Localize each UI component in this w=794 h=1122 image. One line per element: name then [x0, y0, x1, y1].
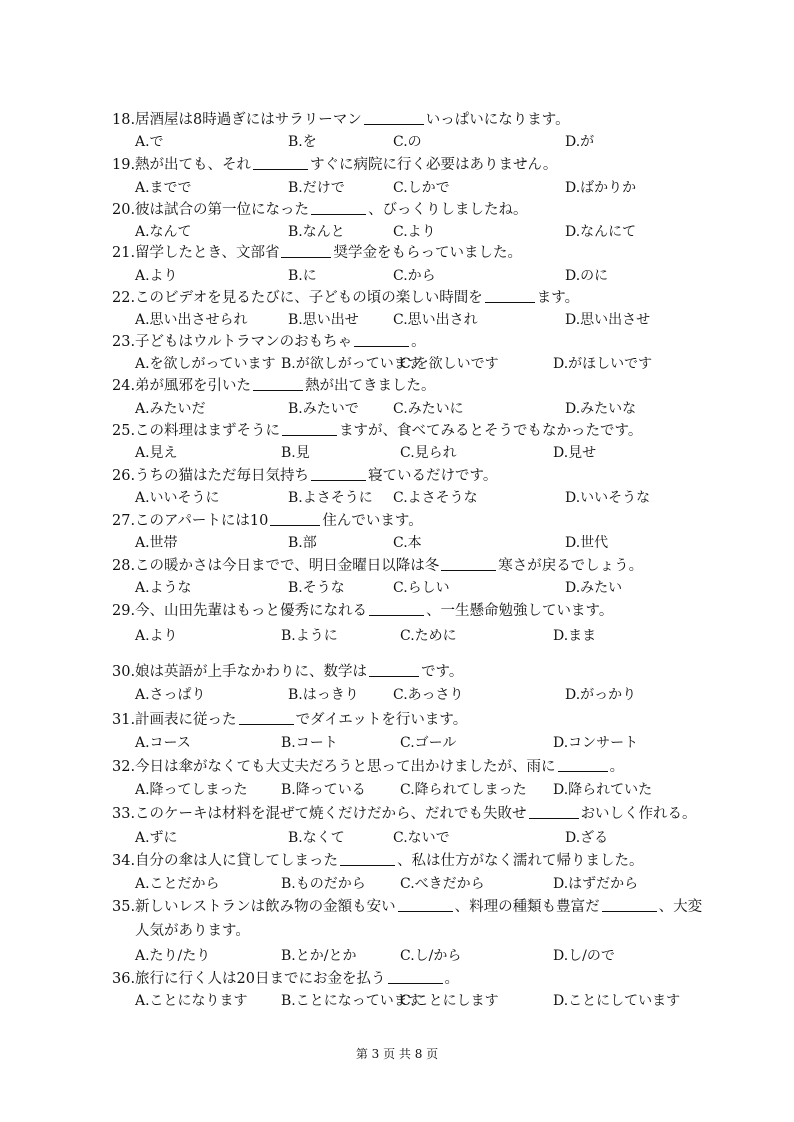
options-row: [135, 733, 755, 753]
options-row: [135, 132, 755, 152]
option-d: D.見せ: [553, 445, 597, 461]
answer-blank: [311, 200, 366, 215]
option-a: A.さっぱり: [135, 687, 206, 703]
question-27: [112, 511, 423, 531]
answer-blank: [485, 288, 535, 303]
question-text-after-blank: 寝ているだけです。: [368, 468, 498, 484]
option-b: B.ように: [281, 628, 338, 644]
option-c: C.よさそうな: [393, 490, 478, 506]
option-a: A.いいそうに: [135, 490, 220, 506]
answer-blank: [388, 969, 443, 984]
question-text-after-blank: 、私は仕方がなく濡れて帰りました。: [397, 853, 644, 869]
answer-blank: [340, 851, 395, 866]
option-a: A.で: [135, 134, 164, 150]
option-c: C.思い出され: [393, 312, 478, 328]
question-29: [112, 601, 613, 621]
option-b: B.なくて: [288, 830, 345, 846]
option-d: D.ざる: [565, 830, 609, 846]
question-34: [112, 851, 644, 871]
question-28: [112, 556, 643, 576]
answer-blank: [364, 110, 424, 125]
option-b: B.だけで: [288, 180, 345, 196]
option-c: C.し/から: [400, 948, 462, 964]
answer-blank: [311, 466, 366, 481]
answer-blank: [398, 897, 453, 912]
answer-blank: [558, 757, 608, 772]
option-d: D.みたいな: [565, 401, 637, 417]
option-d: D.がほしいです: [553, 356, 653, 372]
option-a: A.ような: [135, 580, 192, 596]
options-row: [135, 626, 755, 646]
answer-blank: [369, 662, 419, 677]
question-text-after-blank: ます。: [536, 290, 580, 306]
option-a: A.より: [135, 268, 178, 284]
question-text-after-blank: 。: [444, 971, 460, 987]
option-c: C.ことにします: [400, 993, 499, 1009]
option-b: B.よさそうに: [288, 490, 373, 506]
option-c: C.見られ: [400, 445, 457, 461]
option-c: C.本: [393, 535, 422, 551]
option-a: A.たり/たり: [135, 948, 211, 964]
option-d: D.まま: [553, 628, 597, 644]
answer-blank: [282, 421, 337, 436]
option-a: A.見え: [135, 445, 178, 461]
option-b: B.ものだから: [281, 876, 366, 892]
question-text-after-blank: 奨学金をもらっていました。: [333, 245, 522, 261]
option-d: D.コンサート: [553, 735, 639, 751]
option-a: A.ことになります: [135, 993, 248, 1009]
option-d: D.思い出させ: [565, 312, 651, 328]
question-text-after-blank: 熱が出てきました。: [305, 378, 436, 394]
options-row: [135, 828, 755, 848]
option-a: A.降ってしまった: [135, 782, 248, 798]
option-b: B.思い出せ: [288, 312, 359, 328]
question-text: 23.子どもはウルトラマンのおもちゃ: [112, 334, 353, 350]
question-text-after-blank: 、一生懸命勉強しています。: [426, 603, 614, 619]
option-d: D.ばかりか: [565, 180, 637, 196]
question-text: 34.自分の傘は人に貸してしまった: [112, 853, 339, 869]
options-row: [135, 946, 755, 966]
option-a: A.を欲しがっています: [135, 356, 276, 372]
option-b: B.ことになっています: [281, 993, 422, 1009]
answer-blank: [253, 155, 308, 170]
option-a: A.までで: [135, 180, 192, 196]
option-d: D.みたい: [565, 580, 623, 596]
options-row: [135, 685, 755, 705]
options-row: [135, 488, 755, 508]
options-row: [135, 533, 755, 553]
option-c: C.あっさり: [393, 687, 464, 703]
option-b: B.はっきり: [288, 687, 359, 703]
option-d: D.世代: [565, 535, 609, 551]
question-24: [112, 376, 436, 396]
answer-blank-2: [602, 897, 657, 912]
question-text: 22.このビデオを見るたびに、子どもの頃の楽しい時間を: [112, 290, 483, 306]
option-a: A.ことだから: [135, 876, 220, 892]
question-text: 21.留学したとき、文部省: [112, 245, 280, 261]
question-text: 18.居酒屋は8時過ぎにはサラリーマン: [112, 112, 362, 128]
option-c: C.ないで: [393, 830, 450, 846]
option-a: A.思い出させられ: [135, 312, 248, 328]
question-35: [112, 897, 702, 917]
answer-blank: [441, 556, 496, 571]
question-31: [112, 710, 467, 730]
question-text-after-blank: 寒さが戻るでしょう。: [498, 558, 644, 574]
options-row: [135, 222, 755, 242]
question-33: [112, 804, 697, 824]
question-text-after-blank: 。: [609, 759, 625, 775]
option-c: C.を欲しいです: [400, 356, 499, 372]
question-text: 27.このアパートには10: [112, 513, 269, 529]
question-text: 26.うちの猫はただ毎日気持ち: [112, 468, 310, 484]
option-c: C.から: [393, 268, 436, 284]
question-text: 36.旅行に行く人は20日までにお金を払う: [112, 971, 386, 987]
question-continuation: 人気があります。: [135, 923, 250, 939]
option-b: B.を: [288, 134, 317, 150]
question-30: [112, 662, 463, 682]
options-row: [135, 354, 755, 374]
question-22: [112, 288, 579, 308]
question-text-after-blank: すぐに病院に行く必要はありません。: [310, 157, 558, 173]
option-d: D.なんにて: [565, 224, 637, 240]
question-18: [112, 110, 570, 130]
question-text-after-blank: 。: [411, 334, 426, 350]
option-a: A.ずに: [135, 830, 178, 846]
options-row: [135, 874, 755, 894]
question-text: 33.このケーキは材料を混ぜて焼くだけだから、だれでも失敗せ: [112, 806, 527, 822]
options-row: [135, 578, 755, 598]
question-text-after-blank: 住んでいます。: [322, 513, 423, 529]
option-c: C.しかで: [393, 180, 450, 196]
option-b: B.降っている: [281, 782, 366, 798]
options-row: [135, 178, 755, 198]
option-d: D.降られていた: [553, 782, 653, 798]
question-20: [112, 200, 528, 220]
answer-blank: [369, 601, 424, 616]
option-b: B.コート: [281, 735, 338, 751]
question-text-after-blank: 、料理の種類も豊富だ: [454, 899, 600, 915]
answer-blank: [354, 332, 409, 347]
answer-blank: [239, 710, 294, 725]
option-a: A.世帯: [135, 535, 178, 551]
answer-blank: [253, 376, 303, 391]
question-26: [112, 466, 497, 486]
option-c: C.降られてしまった: [400, 782, 527, 798]
question-text: 25.この料理はまずそうに: [112, 423, 281, 439]
option-b: B.に: [288, 268, 317, 284]
option-b: B.なんと: [288, 224, 345, 240]
question-36: [112, 969, 459, 989]
option-d: D.がっかり: [565, 687, 637, 703]
question-32: [112, 757, 624, 777]
option-c: C.の: [393, 134, 422, 150]
option-d: D.のに: [565, 268, 609, 284]
option-a: A.コース: [135, 735, 191, 751]
question-text-after-blank: おいしく作れる。: [580, 806, 697, 822]
option-d: D.し/ので: [553, 948, 615, 964]
option-d: D.いいそうな: [565, 490, 651, 506]
question-21: [112, 243, 522, 263]
option-b: B.みたいで: [288, 401, 359, 417]
options-row: [135, 266, 755, 286]
question-text-after-blank: 、びっくりしましたね。: [368, 202, 528, 218]
question-text: 28.この暖かさは今日までで、明日金曜日以降は冬: [112, 558, 440, 574]
question-text-after-blank-2: 、大変: [658, 899, 703, 915]
option-b: B.が欲しがっています: [281, 356, 422, 372]
question-text: 29.今、山田先輩はもっと優秀になれる: [112, 603, 368, 619]
question-19: [112, 155, 557, 175]
question-25: [112, 421, 642, 441]
option-c: C.らしい: [393, 580, 450, 596]
option-c: C.ゴール: [400, 735, 457, 751]
question-text: 30.娘は英語が上手なかわりに、数学は: [112, 664, 368, 680]
page-footer: 第 3 页 共 8 页: [355, 1047, 439, 1061]
options-row: [135, 399, 755, 419]
option-c: C.より: [393, 224, 436, 240]
question-text: 20.彼は試合の第一位になった: [112, 202, 310, 218]
options-row: [135, 991, 755, 1011]
options-row: [135, 310, 755, 330]
question-text: 35.新しいレストランは飲み物の金額も安い: [112, 899, 396, 915]
option-a: A.みたいだ: [135, 401, 206, 417]
question-text: 19.熱が出ても、それ: [112, 157, 252, 173]
question-text-after-blank: です。: [421, 664, 464, 680]
option-c: C.みたいに: [393, 401, 464, 417]
option-d: D.が: [565, 134, 595, 150]
answer-blank: [270, 511, 320, 526]
option-a: A.なんて: [135, 224, 192, 240]
options-row: [135, 780, 755, 800]
option-a: A.より: [135, 628, 178, 644]
option-c: C.べきだから: [400, 876, 485, 892]
answer-blank: [529, 804, 579, 819]
option-b: B.部: [288, 535, 317, 551]
question-text: 24.弟が風邪を引いた: [112, 378, 252, 394]
question-text-after-blank: ますが、食べてみるとそうでもなかったです。: [339, 423, 643, 439]
question-text-after-blank: でダイエットを行います。: [295, 712, 468, 728]
question-text: 32.今日は傘がなくても大丈夫だろうと思って出かけましたが、雨に: [112, 759, 556, 775]
option-d: D.ことにしています: [553, 993, 681, 1009]
question-text: 31.計画表に従った: [112, 712, 237, 728]
option-d: D.はずだから: [553, 876, 639, 892]
question-text-after-blank: いっぱいになります。: [425, 112, 570, 128]
answer-blank: [281, 243, 331, 258]
question-23: [112, 332, 426, 352]
option-b: B.そうな: [288, 580, 345, 596]
options-row: [135, 443, 755, 463]
option-b: B.とか/とか: [281, 948, 357, 964]
option-c: C.ために: [400, 628, 457, 644]
option-b: B.見: [281, 445, 310, 461]
